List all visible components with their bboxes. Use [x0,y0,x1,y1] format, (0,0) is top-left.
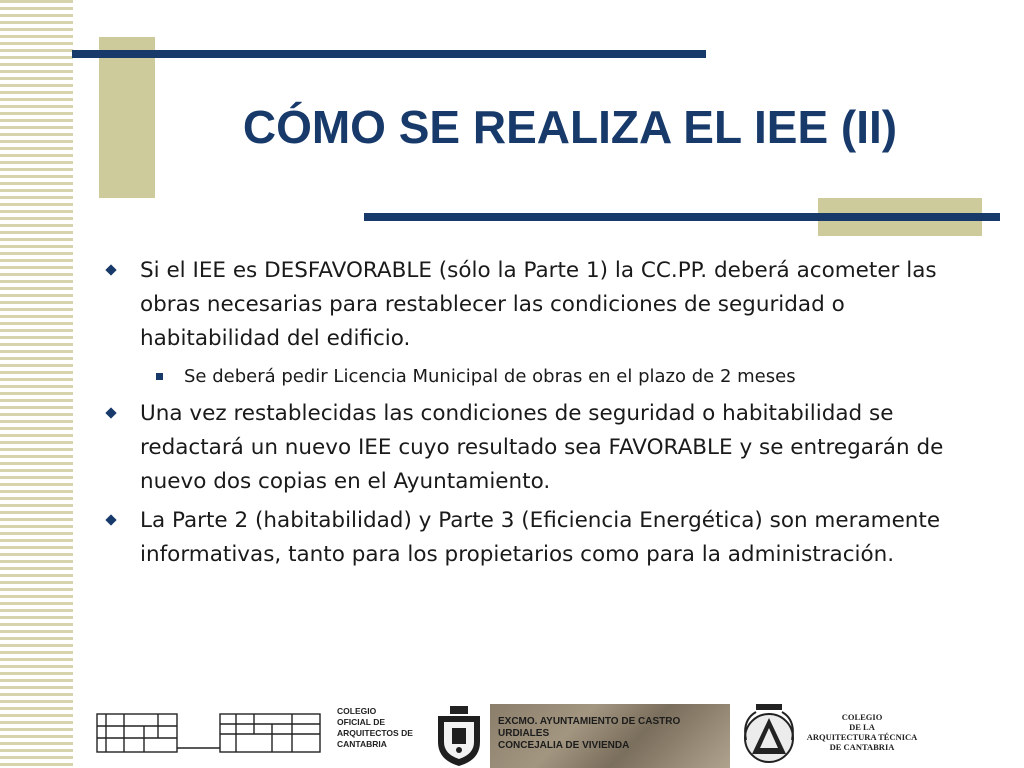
diamond-bullet-icon [105,514,116,525]
city-council-banner [490,704,730,768]
diamond-bullet-icon [105,407,116,418]
slide-title: CÓMO SE REALIZA EL IEE (II) [242,101,898,153]
decor-line-bottom [364,213,1000,221]
architects-college-logo-icon [96,712,326,754]
technical-college-crest-icon [738,700,800,768]
sub-bullet-text: Se deberá pedir Licencia Municipal de obras en el plazo de 2 meses [184,366,796,387]
left-striped-band [0,0,73,768]
bullet-text: La Parte 2 (habitabilidad) y Parte 3 (Eficiencia Energética) son meramente informativas, tanto para los propietarios como para la administración. [140,508,941,567]
bullet-text: Una vez restablecidas las condiciones de seguridad o habitabilidad se redactará un nuevo IEE cuyo resultado sea FAVORABLE y se entregarán de nuevo dos copias en el Ayuntamiento. [140,401,944,494]
architects-college-name: COLEGIO OFICIAL DE ARQUITECTOS DE CANTABRIA [337,706,413,749]
bullet-item [104,397,984,499]
decor-line-top [72,50,706,58]
technical-college-name: COLEGIO DE LA ARQUITECTURA TÉCNICA DE CANTABRIA [806,712,918,752]
bullet-text: Si el IEE es DESFAVORABLE (sólo la Parte 1) la CC.PP. deberá acometer las obras necesarias para restablecer las condiciones de seguridad o habitabilidad del edificio. [140,258,937,351]
council-name: EXCMO. AYUNTAMIENTO DE CASTRO URDIALES [498,716,681,739]
sub-bullet-item [104,361,984,393]
square-bullet-icon [156,373,163,380]
bullet-item [104,254,984,356]
bullet-item [104,504,984,572]
diamond-bullet-icon [105,264,116,275]
decor-block-top-left [99,37,155,198]
town-crest-icon [430,704,488,768]
slide-body [104,254,984,577]
council-department: CONCEJALIA DE VIVIENDA [498,740,630,751]
